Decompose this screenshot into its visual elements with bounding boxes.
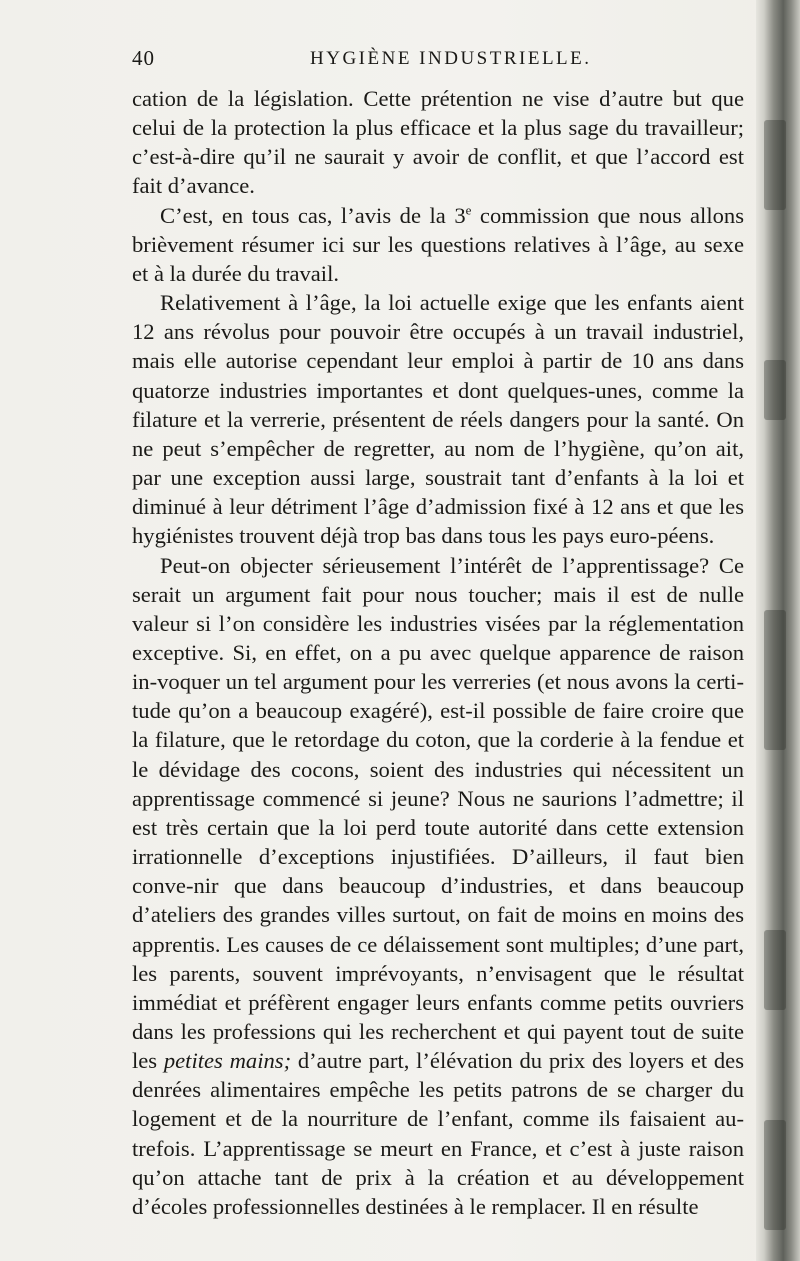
paragraph-3 [132, 288, 744, 550]
running-header [132, 46, 752, 76]
paragraph-4 [132, 551, 744, 1222]
page-edge-shadow [756, 0, 800, 1261]
page-number: 40 [132, 46, 155, 70]
paragraph-2-text-a: C’est, en tous cas, l’avis de la 3 [160, 202, 466, 228]
paragraph-3-text: Relativement à l’âge, la loi actuelle exige que les enfants aient 12 ans révolus pour pouvoir être occupés à un travail industriel, mais elle autorise cependant leur emploi à partir de 10 ans dans quatorze industries importantes et dont quelques-unes, comme la filature et la verrerie, présentent de réels dangers pour la santé. On ne peut s’empêcher de regretter, au nom de l’hygiène, qu’on ait, par une exception aussi large, soustrait tant d’enfants à la loi et diminué à leur détriment l’âge d’admission fixé à 12 ans et que les hygiénistes trouvent déjà trop bas dans tous les pays euro-péens. [132, 290, 744, 549]
italic-phrase: petites mains; [163, 1048, 292, 1074]
paragraph-1 [132, 84, 744, 201]
paragraph-4-text-a: Peut-on objecter sérieusement l’intérêt de l’apprentissage? Ce serait un argument fait pour nous toucher; mais il est de nulle valeur si l’on considère les industries visées par la réglementation exceptive. Si, en effet, on a pu avec quelque apparence de raison in-voquer un tel argument pour les verreries (et nous avons la certi-tude qu’on a beaucoup exagéré), est-il possible de faire croire que la filature, que le retordage du coton, que la corderie à la fendue et le dévidage des cocons, soient des industries qui nécessitent un apprentissage commencé si jeune? Nous ne saurions l’admettre; il est très certain que la loi perd toute autorité dans cette extension irrationnelle d’exceptions injustifiées. D’ailleurs, il faut bien conve-nir que dans beaucoup d’industries, et dans beaucoup d’ateliers des grandes villes surtout, on fait de moins en moins des apprentis. Les causes de ce délaissement sont multiples; d’une part, les parents, souvent imprévoyants, n’envisagent que le résultat immédiat et préfèrent engager leurs enfants comme petits ouvriers dans les professions qui les recherchent et qui payent tout de suite les [132, 552, 744, 1074]
body-text [132, 84, 744, 1221]
paragraph-2 [132, 201, 744, 288]
running-title: HYGIÈNE INDUSTRIELLE. [310, 48, 592, 69]
paragraph-4-text-b: d’autre part, l’élévation du prix des loyers et des denrées alimentaires empêche les petits patrons de se charger du logement et de la nourriture de l’enfant, comme ils faisaient au-trefois. L’apprentissage se meurt en France, et c’est à juste raison qu’on attache tant de prix à la création et au développement d’écoles professionnelles destinées à le remplacer. Il en résulte [132, 1048, 744, 1219]
ordinal-superscript: e [465, 202, 472, 218]
paragraph-2-text-b: commission que nous allons brièvement résumer ici sur les questions relatives à l’âge, au sexe et à la durée du travail. [132, 202, 744, 286]
paragraph-1-text: cation de la législation. Cette prétention ne vise d’autre but que celui de la protection la plus efficace et la plus sage du travailleur; c’est-à-dire qu’il ne saurait y avoir de conflit, et que l’accord est fait d’avance. [132, 86, 744, 199]
